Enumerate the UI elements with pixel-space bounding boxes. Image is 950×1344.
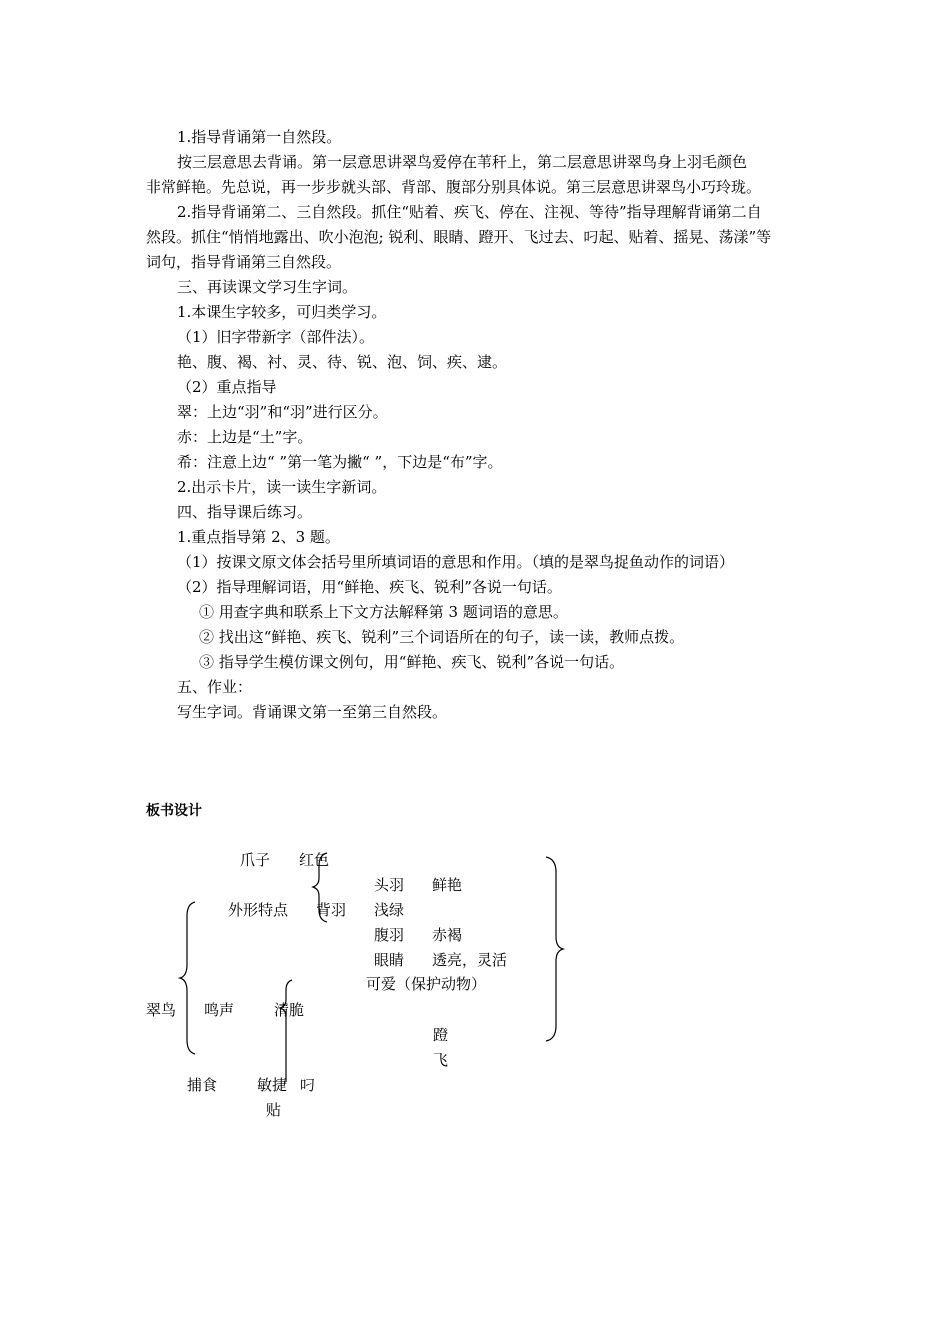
paragraph-17: ① 用查字典和联系上下文方法解释第 3 题词语的意思。: [199, 603, 568, 621]
paragraph-11: 希：注意上边“ ”第一笔为撇“ ”，下边是“布”字。: [177, 453, 503, 471]
board-beiyu: 背羽: [316, 901, 347, 919]
board-touyu: 头羽: [374, 876, 405, 894]
paragraph-9: 翠：上边“羽”和“羽”进行区分。: [177, 403, 388, 421]
paragraph-16: （2）指导理解词语，用“鲜艳、疾飞、锐利”各说一句话。: [177, 578, 562, 596]
board-fuyu: 腹羽: [374, 926, 405, 944]
left-brace-catch: [280, 980, 292, 1082]
paragraph-3-line-3: 词句，指导背诵第三自然段。: [146, 253, 342, 271]
board-qingcui: 清脆: [274, 1001, 305, 1019]
paragraph-8: （2）重点指导: [177, 378, 277, 396]
left-brace-main: [180, 902, 195, 1054]
paragraph-21: 写生字词。背诵课文第一至第三自然段。: [177, 703, 448, 721]
paragraph-14: 1.重点指导第 2、3 题。: [177, 528, 340, 546]
paragraph-5: 1.本课生字较多，可归类学习。: [177, 303, 387, 321]
section-five-heading: 五、作业：: [177, 678, 253, 696]
paragraph-1: 1.指导背诵第一自然段。: [177, 128, 342, 146]
right-brace-main: [546, 857, 563, 1041]
paragraph-7: 艳、腹、褐、衬、灵、待、锐、泡、饲、疾、逮。: [177, 353, 508, 371]
paragraph-18: ② 找出这“鲜艳、疾飞、锐利”三个词语所在的句子，读一读，教师点拨。: [199, 628, 685, 646]
board-xianyan: 鲜艳: [432, 876, 463, 894]
paragraph-6: （1）旧字带新字（部件法）。: [177, 328, 375, 346]
paragraph-12: 2.出示卡片，读一读生字新词。: [177, 478, 387, 496]
left-brace-features: [313, 853, 327, 922]
board-deng: 蹬: [433, 1026, 449, 1044]
paragraph-3-line-2: 然段。抓住“悄悄地露出、吹小泡泡; 锐利、眼睛、蹬开、飞过去、叼起、贴着、摇晃、荡漾”等: [146, 228, 772, 246]
board-hehe: 赤褐: [432, 926, 463, 944]
board-qianlv: 浅绿: [374, 901, 405, 919]
board-keai: 可爱（保护动物）: [366, 975, 487, 993]
paragraph-19: ③ 指导学生模仿课文例句，用“鲜艳、疾飞、锐利”各说一句话。: [199, 653, 625, 671]
paragraph-2-line-1: 按三层意思去背诵。第一层意思讲翠鸟爱停在苇秆上，第二层意思讲翠鸟身上羽毛颜色: [177, 153, 748, 171]
board-diao: 叼: [300, 1076, 316, 1094]
paragraph-15: （1）按课文原文体会括号里所填词语的意思和作用。（填的是翠鸟捉鱼动作的词语）: [177, 553, 735, 571]
board-mingsheng: 鸣声: [204, 1001, 235, 1019]
paragraph-10: 赤：上边是“土”字。: [177, 428, 313, 446]
board-tie: 贴: [266, 1101, 282, 1119]
section-four-heading: 四、指导课后练习。: [177, 503, 313, 521]
board-waixing: 外形特点: [228, 901, 289, 919]
board-fei: 飞: [433, 1051, 449, 1069]
board-hongse: 红色: [299, 851, 330, 869]
board-touliang: 透亮，灵活: [432, 951, 508, 969]
board-cuiniao: 翠鸟: [146, 1001, 177, 1019]
section-three-heading: 三、再读课文学习生字词。: [177, 278, 358, 296]
paragraph-2-line-2: 非常鲜艳。先总说，再一步步就头部、背部、腹部分别具体说。第三层意思讲翠鸟小巧玲珑。: [146, 178, 762, 196]
board-minjie: 敏捷: [257, 1076, 288, 1094]
paragraph-3-line-1: 2.指导背诵第二、三自然段。抓住“贴着、疾飞、停在、注视、等待”指导理解背诵第二自: [177, 203, 762, 221]
board-zhuazi: 爪子: [240, 851, 271, 869]
board-yanjing: 眼睛: [374, 951, 405, 969]
board-heading: 板书设计: [146, 803, 202, 819]
board-bushi: 捕食: [187, 1076, 218, 1094]
